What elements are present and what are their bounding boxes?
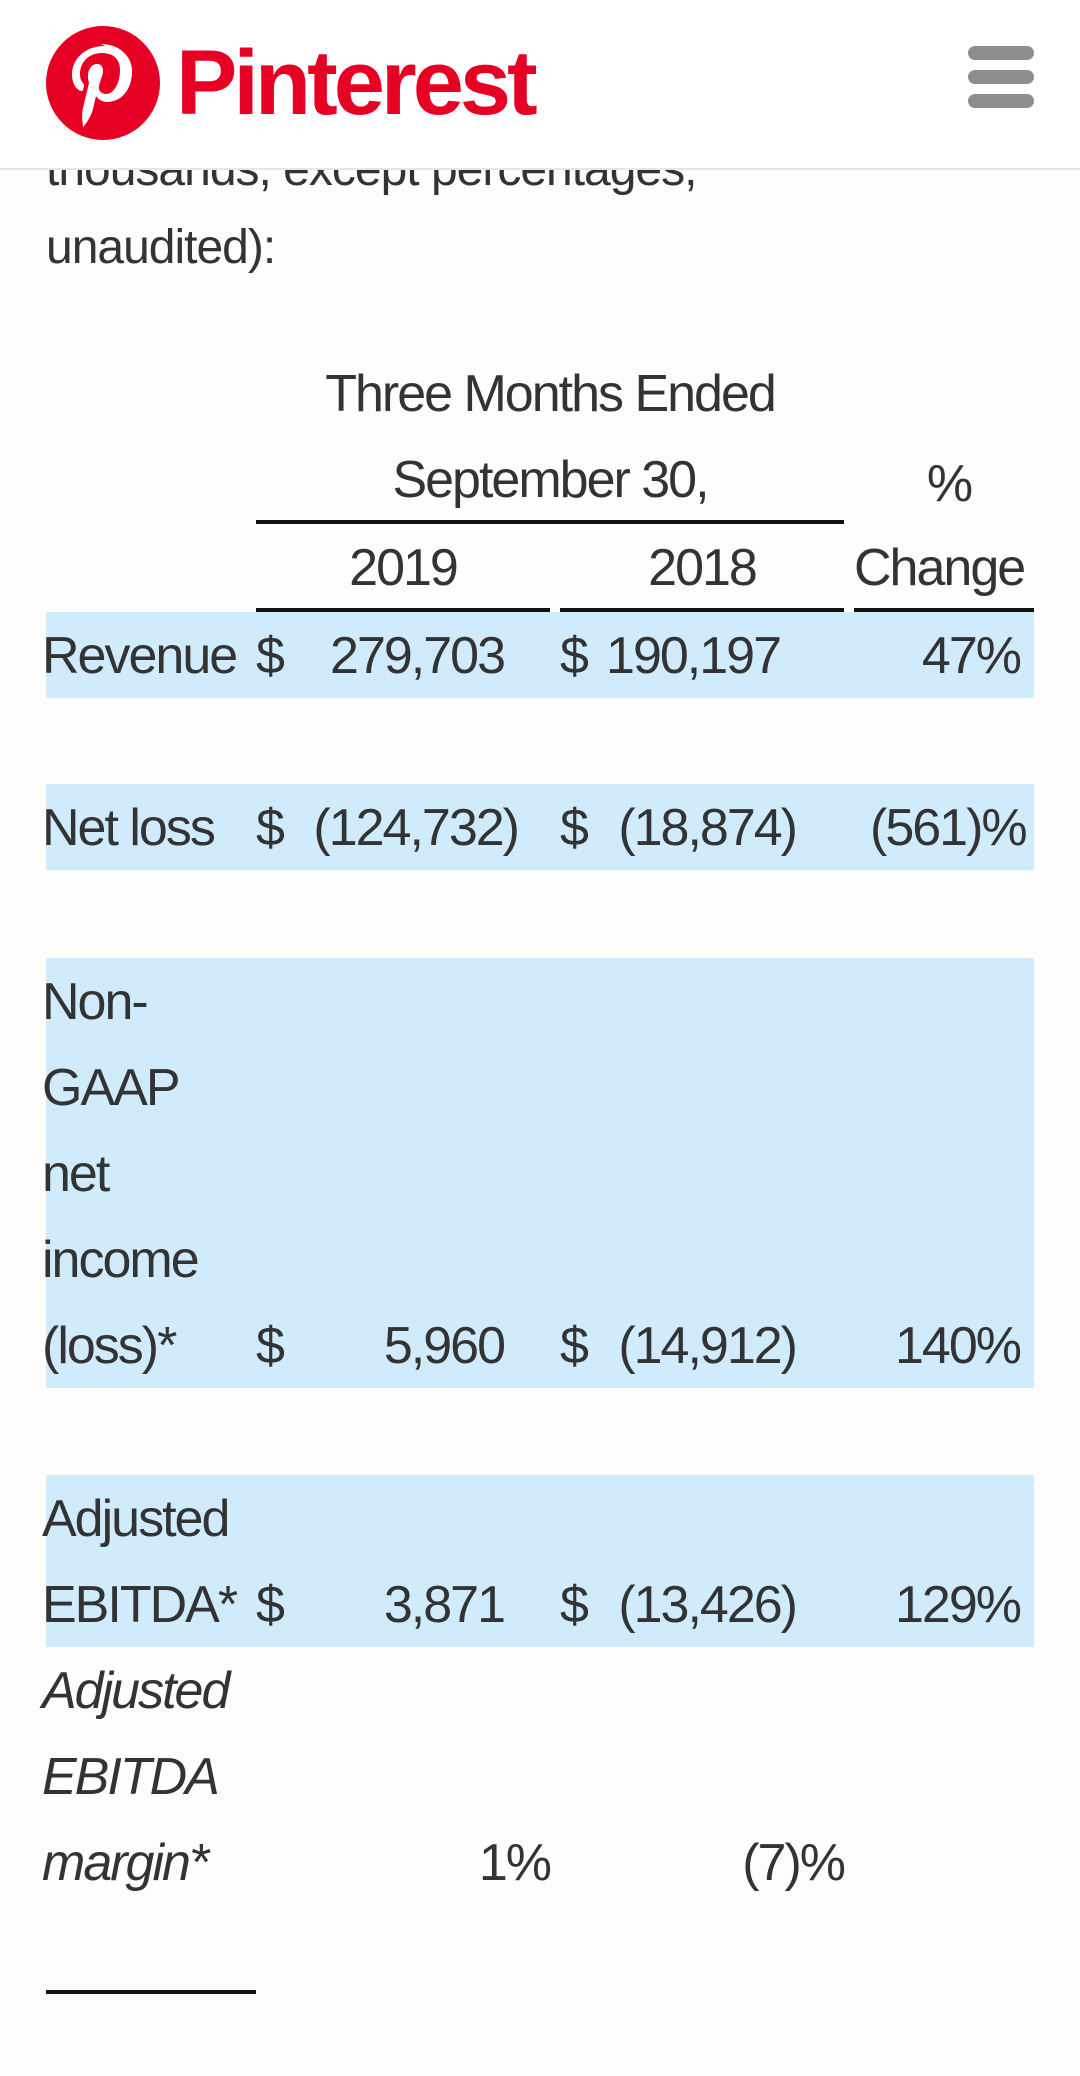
dollar-sign: $ (560, 627, 587, 685)
non-gaap-change: 140% (895, 1317, 1020, 1375)
revenue-2018: 190,197 (606, 627, 780, 685)
adjusted-ebitda-2019: 3,871 (383, 1576, 504, 1634)
intro-text: unaudited): (46, 221, 276, 274)
row-label-non-gaap-line: income (42, 1231, 198, 1289)
pinterest-p-icon (44, 24, 162, 142)
row-label-revenue: Revenue (42, 627, 237, 685)
brand-name: Pinterest (176, 32, 534, 134)
row-label-non-gaap-line: (loss)* (42, 1317, 176, 1375)
adjusted-ebitda-2018: (13,426) (618, 1576, 796, 1634)
dollar-sign: $ (256, 627, 283, 685)
row-label-net-loss: Net loss (42, 799, 214, 857)
dollar-sign: $ (560, 1576, 587, 1634)
adjusted-ebitda-change: 129% (895, 1576, 1020, 1634)
net-loss-change: (561)% (870, 799, 1026, 857)
net-loss-2019: (124,732) (313, 799, 518, 857)
footnote-divider (46, 1990, 256, 1994)
row-label-non-gaap-line: Non- (42, 973, 147, 1031)
header-year-2018: 2018 (648, 539, 756, 597)
ebitda-margin-2019: 1% (478, 1834, 550, 1892)
dollar-sign: $ (560, 1317, 587, 1375)
header-year-2019: 2019 (349, 539, 457, 597)
dollar-sign: $ (256, 1317, 283, 1375)
header-september: September 30, (392, 451, 708, 509)
row-label-adjusted-ebitda-line: Adjusted (42, 1490, 229, 1548)
ebitda-margin-2018: (7)% (742, 1834, 844, 1892)
net-loss-2018: (18,874) (618, 799, 796, 857)
header-percent: % (926, 455, 972, 513)
header-change-underline (854, 608, 1034, 612)
pinterest-logo[interactable] (44, 24, 534, 142)
row-label-ebitda-margin-line: margin* (42, 1834, 208, 1892)
non-gaap-2018: (14,912) (618, 1317, 796, 1375)
revenue-2019: 279,703 (330, 627, 504, 685)
row-label-ebitda-margin-line: EBITDA (42, 1748, 218, 1806)
row-label-non-gaap-line: net (42, 1145, 109, 1203)
row-label-non-gaap-line: GAAP (42, 1059, 179, 1117)
menu-bar (968, 94, 1034, 108)
dollar-sign: $ (256, 799, 283, 857)
header-2018-underline (560, 608, 844, 612)
menu-bar (968, 70, 1034, 84)
non-gaap-2019: 5,960 (383, 1317, 504, 1375)
revenue-change: 47% (921, 627, 1020, 685)
header-three-months: Three Months Ended (325, 365, 775, 423)
header-2019-underline (256, 608, 550, 612)
row-label-ebitda-margin-line: Adjusted (42, 1662, 229, 1720)
site-header (0, 0, 1080, 170)
dollar-sign: $ (256, 1576, 283, 1634)
header-group-underline (256, 520, 844, 524)
menu-bar (968, 46, 1034, 60)
header-change: Change (854, 539, 1025, 597)
dollar-sign: $ (560, 799, 587, 857)
row-label-adjusted-ebitda-line: EBITDA* (42, 1576, 237, 1634)
hamburger-menu-icon[interactable] (968, 46, 1034, 108)
